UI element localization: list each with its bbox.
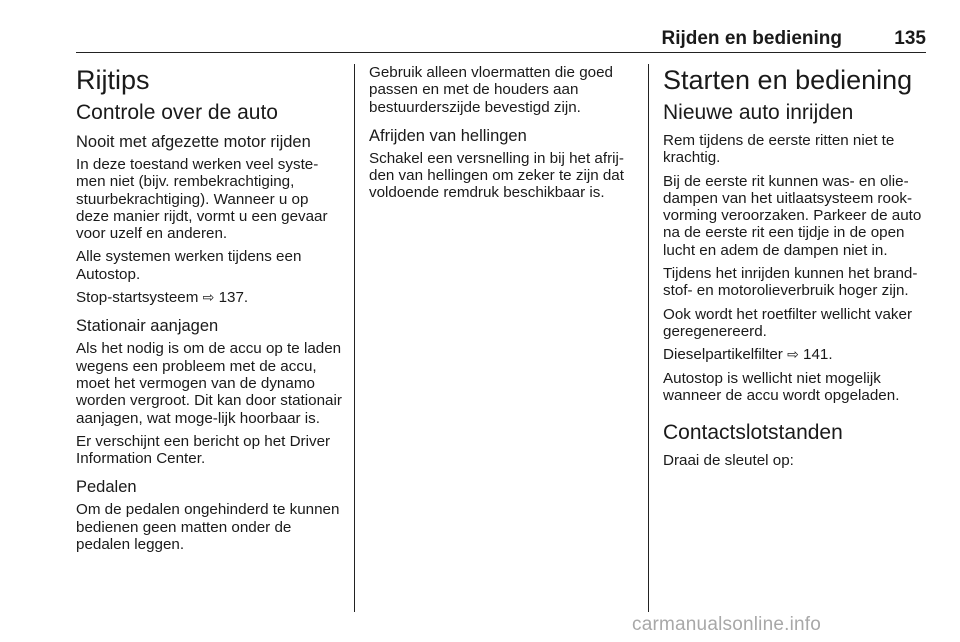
paragraph: Gebruik alleen vloermatten die goed passen en met de houders aan bestuurderszijde bevestigd zijn. — [369, 64, 613, 116]
subsection-heading-idle-boost: Stationair aanjagen — [76, 317, 219, 336]
paragraph: Rem tijdens de eerste ritten niet te krachtig. — [663, 132, 895, 167]
reference-text: Dieselpartikelfilter — [663, 346, 788, 364]
section-heading-ignition: Contactslotstanden — [663, 421, 843, 445]
column-1 — [76, 64, 342, 559]
reference-page: 137. — [214, 289, 249, 307]
paragraph: Autostop is wellicht niet mogelijk wanneer de accu wordt opgeladen. — [663, 369, 900, 404]
paragraph: Er verschijnt een bericht op het Driver Information Center. — [76, 432, 331, 468]
paragraph: Tijdens het inrijden kunnen het brand-stof- en motorolieverbruik hoger zijn. — [663, 265, 918, 300]
paragraph: Bij de eerste rit kunnen was- en olie-dampen van het uitlaatsysteem rook-vorming veroorzaken. Parkeer de auto na de eerste rit een tijdje in de open lucht en adem de dampen niet in. — [663, 172, 922, 259]
watermark: carmanualsonline.info — [632, 614, 822, 635]
chapter-heading: Starten en bediening — [663, 65, 913, 95]
cross-reference — [76, 289, 342, 306]
column-divider-2 — [648, 64, 649, 612]
section-heading: Controle over de auto — [76, 101, 278, 124]
running-header-title: Rijden en bediening — [661, 28, 842, 49]
paragraph: Alle systemen werken tijdens een Autostop. — [76, 248, 302, 283]
section-heading-break-in: Nieuwe auto inrijden — [663, 101, 854, 124]
column-2 — [369, 64, 633, 208]
paragraph: Schakel een versnelling in bij het afrij-den van hellingen om zeker te zijn dat voldoende remdruk beschikbaar is. — [369, 149, 624, 202]
paragraph: In deze toestand werken veel syste-men niet (bijv. rembekrachtiging, stuurbekrachtiging). Wanneer u op deze manier rijdt, vormt u een gevaar voor uzelf en anderen. — [76, 156, 328, 243]
paragraph: Als het nodig is om de accu op te laden wegens een probleem met de accu, moet het vermogen van de dynamo worden vergroot. Dit kan door stationair aanjagen, wat moge-lijk hoorbaar is. — [76, 340, 342, 427]
column-3 — [663, 64, 928, 475]
page-reference-arrow-icon: ⇨ — [787, 346, 799, 363]
paragraph: Ook wordt het roetfilter wellicht vaker geregenereerd. — [663, 305, 912, 340]
reference-page: 141. — [798, 346, 833, 364]
chapter-heading: Rijtips — [76, 65, 150, 95]
paragraph: Om de pedalen ongehinderd te kunnen bedienen geen matten onder de pedalen leggen. — [76, 501, 340, 554]
page-reference-arrow-icon: ⇨ — [202, 289, 215, 306]
page-header — [76, 28, 926, 53]
subsection-heading-pedals: Pedalen — [76, 478, 137, 497]
page-number: 135 — [894, 28, 926, 49]
reference-text: Stop-startsysteem — [76, 289, 203, 307]
subsection-heading-downhill: Afrijden van hellingen — [369, 126, 527, 145]
subsection-heading-engine-off: Nooit met afgezette motor rijden — [76, 133, 311, 151]
column-divider-1 — [354, 64, 355, 612]
cross-reference — [663, 346, 928, 363]
paragraph: Draai de sleutel op: — [663, 452, 794, 470]
